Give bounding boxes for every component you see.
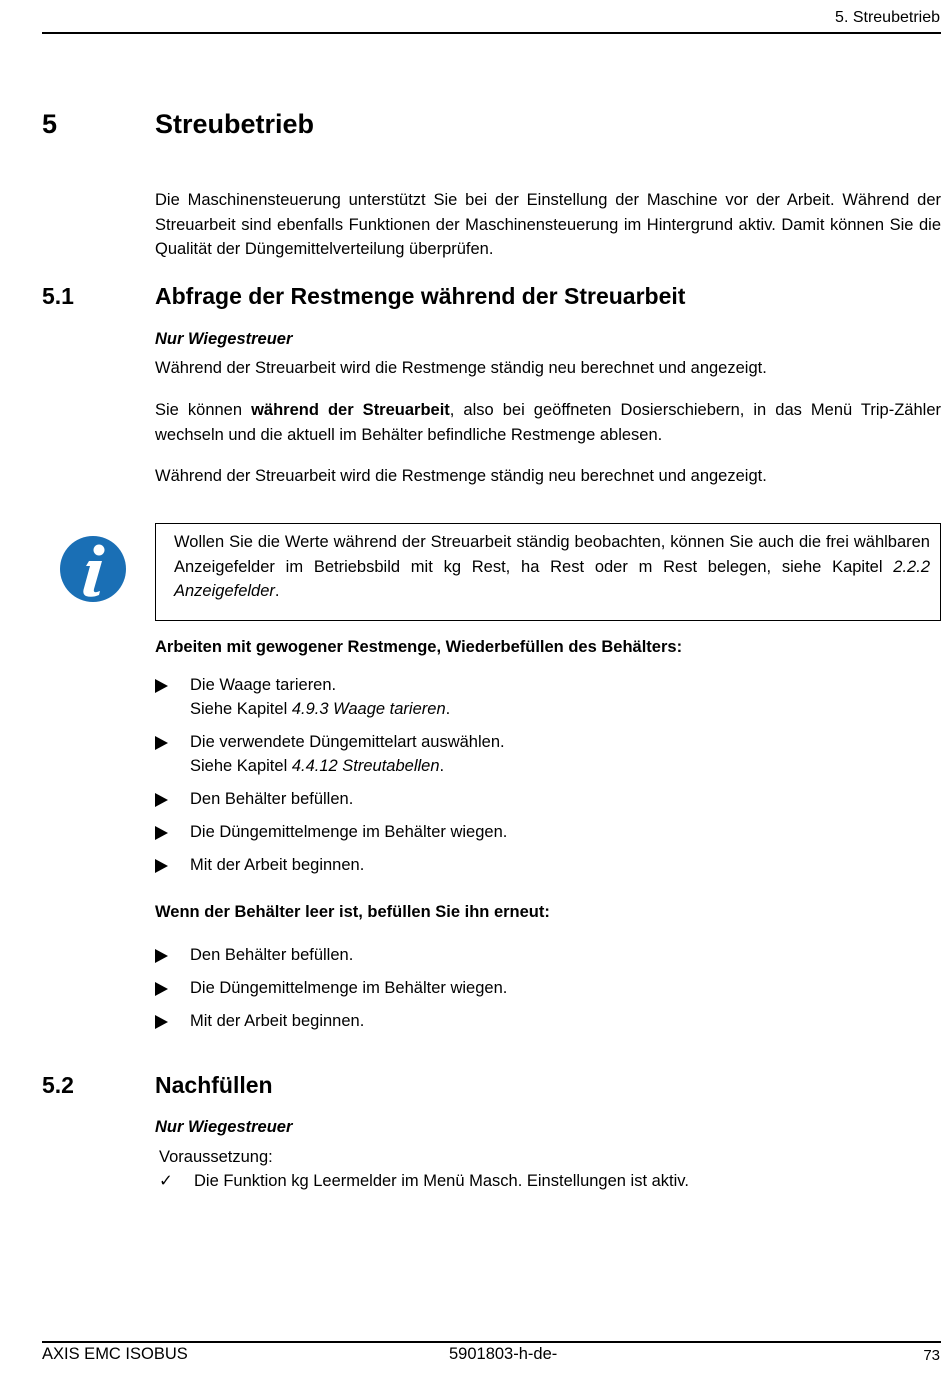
subsection-number: 5.1: [42, 283, 74, 309]
note-text: [174, 530, 930, 604]
running-header: 5. Streubetrieb: [835, 9, 940, 26]
subsection-number: 5.2: [42, 1072, 74, 1098]
chapter-link[interactable]: 2.2.2 Anzeigefelder: [174, 557, 930, 600]
note-end: .: [274, 582, 280, 600]
ref-end: .: [445, 700, 451, 718]
scope-label: Nur Wiegestreuer: [155, 330, 293, 348]
paragraph-text: , also bei geöffneten Dosierschiebern, in das Menü Trip-Zähler wechseln und die aktuell im Behälter befindliche Restmenge ablesen.: [155, 401, 941, 444]
footer-doc-id: 5901803-h-de-: [449, 1345, 558, 1363]
ref-end: .: [439, 757, 445, 775]
list-item: [155, 853, 364, 877]
step-text: Mit der Arbeit beginnen.: [190, 1012, 365, 1030]
step-text: Die Düngemittelmenge im Behälter wiegen.: [190, 823, 508, 841]
step-text: Die Düngemittelmenge im Behälter wiegen.: [190, 979, 508, 997]
chapter-link[interactable]: 4.4.12 Streutabellen: [291, 757, 440, 775]
prerequisite-label: Voraussetzung:: [159, 1148, 273, 1166]
footer-product: AXIS EMC ISOBUS: [42, 1345, 188, 1363]
list-heading: Arbeiten mit gewogener Restmenge, Wiederbefüllen des Behälters:: [155, 638, 683, 656]
subsection-title: Nachfüllen: [155, 1072, 273, 1098]
list-item: [155, 787, 353, 811]
step-text: Den Behälter befüllen.: [190, 946, 354, 964]
arrow-bullet-icon: [155, 736, 168, 750]
step-text: Den Behälter befüllen.: [190, 790, 354, 808]
step-text: Die Waage tarieren.: [190, 676, 337, 694]
ref-prefix: Siehe Kapitel: [190, 757, 292, 775]
list-heading: Wenn der Behälter leer ist, befüllen Sie ihn erneut:: [155, 903, 550, 921]
arrow-bullet-icon: [155, 949, 168, 963]
ref-prefix: Siehe Kapitel: [190, 700, 292, 718]
paragraph: [155, 398, 941, 447]
check-icon: ✓: [159, 1172, 173, 1190]
arrow-bullet-icon: [155, 826, 168, 840]
arrow-bullet-icon: [155, 982, 168, 996]
step-ref: [190, 754, 505, 778]
info-icon: [59, 535, 127, 603]
list-item: [155, 1009, 364, 1033]
list-item: [155, 673, 450, 721]
chapter-link[interactable]: 4.9.3 Waage tarieren: [291, 700, 446, 718]
paragraph: Während der Streuarbeit wird die Restmenge ständig neu berechnet und angezeigt.: [155, 467, 767, 485]
list-item: [155, 820, 507, 844]
list-item: [155, 943, 353, 967]
footer-rule: [42, 1341, 941, 1343]
arrow-bullet-icon: [155, 679, 168, 693]
paragraph-text: Sie können: [155, 401, 252, 419]
section-title: Streubetrieb: [155, 109, 315, 139]
emphasis-text: während der Streuarbeit: [251, 401, 450, 419]
arrow-bullet-icon: [155, 859, 168, 873]
note-body: Wollen Sie die Werte während der Streuarbeit ständig beobachten, können Sie auch die frei wählbaren Anzeigefelder im Betriebsbild mit kg Rest, ha Rest oder m Rest belegen, siehe Kapitel: [174, 533, 930, 576]
step-ref: [190, 697, 450, 721]
list-item: [155, 976, 507, 1000]
step-text: Mit der Arbeit beginnen.: [190, 856, 365, 874]
note-box: [155, 523, 941, 621]
prerequisite-item: Die Funktion kg Leermelder im Menü Masch. Einstellungen ist aktiv.: [194, 1172, 689, 1190]
arrow-bullet-icon: [155, 793, 168, 807]
subsection-title: Abfrage der Restmenge während der Streuarbeit: [155, 283, 686, 309]
scope-label: Nur Wiegestreuer: [155, 1118, 293, 1136]
header-rule: [42, 32, 941, 34]
arrow-bullet-icon: [155, 1015, 168, 1029]
page-number: 73: [923, 1347, 940, 1364]
list-item: [155, 730, 505, 778]
intro-paragraph: Die Maschinensteuerung unterstützt Sie bei der Einstellung der Maschine vor der Arbeit. Während der Streuarbeit sind ebenfalls Funktionen der Maschinensteuerung im Hintergrund aktiv. Damit können Sie die Qualität der Düngemittelverteilung überprüfen.: [155, 191, 941, 258]
step-text: Die verwendete Düngemittelart auswählen.: [190, 733, 505, 751]
section-number: 5: [42, 109, 58, 139]
paragraph: Während der Streuarbeit wird die Restmenge ständig neu berechnet und angezeigt.: [155, 359, 767, 377]
